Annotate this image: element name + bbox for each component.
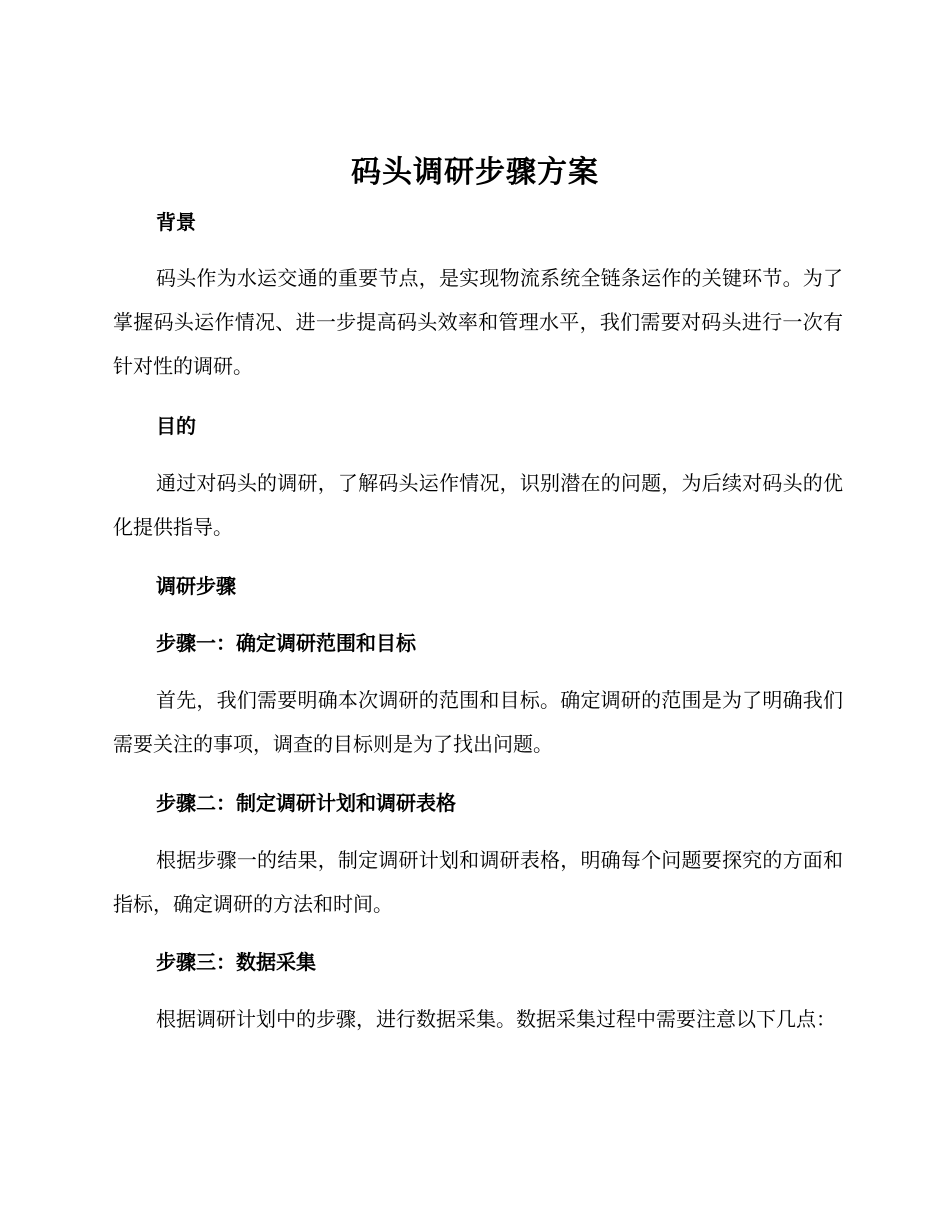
paragraph-step1: 首先，我们需要明确本次调研的范围和目标。确定调研的范围是为了明确我们需要关注的事项，调查的目标则是为了找出问题。 (113, 688, 843, 756)
paragraph-background: 码头作为水运交通的重要节点，是实现物流系统全链条运作的关键环节。为了掌握码头运作情况、进一步提高码头效率和管理水平，我们需要对码头进行一次有针对性的调研。 (113, 266, 843, 378)
subheading-step2: 步骤二：制定调研计划和调研表格 (156, 791, 456, 815)
paragraph-step2: 根据步骤一的结果，制定调研计划和调研表格，明确每个问题要探究的方面和指标，确定调研的方法和时间。 (113, 848, 843, 916)
section-heading-steps: 调研步骤 (156, 574, 236, 598)
section-heading-background: 背景 (156, 210, 196, 234)
paragraph-purpose: 通过对码头的调研，了解码头运作情况，识别潜在的问题，为后续对码头的优化提供指导。 (113, 471, 843, 539)
section-heading-purpose: 目的 (156, 414, 196, 438)
paragraph-step3: 根据调研计划中的步骤，进行数据采集。数据采集过程中需要注意以下几点： (156, 1007, 836, 1031)
page-title: 码头调研步骤方案 (351, 155, 599, 190)
subheading-step3: 步骤三：数据采集 (156, 950, 316, 974)
subheading-step1: 步骤一：确定调研范围和目标 (156, 631, 416, 655)
